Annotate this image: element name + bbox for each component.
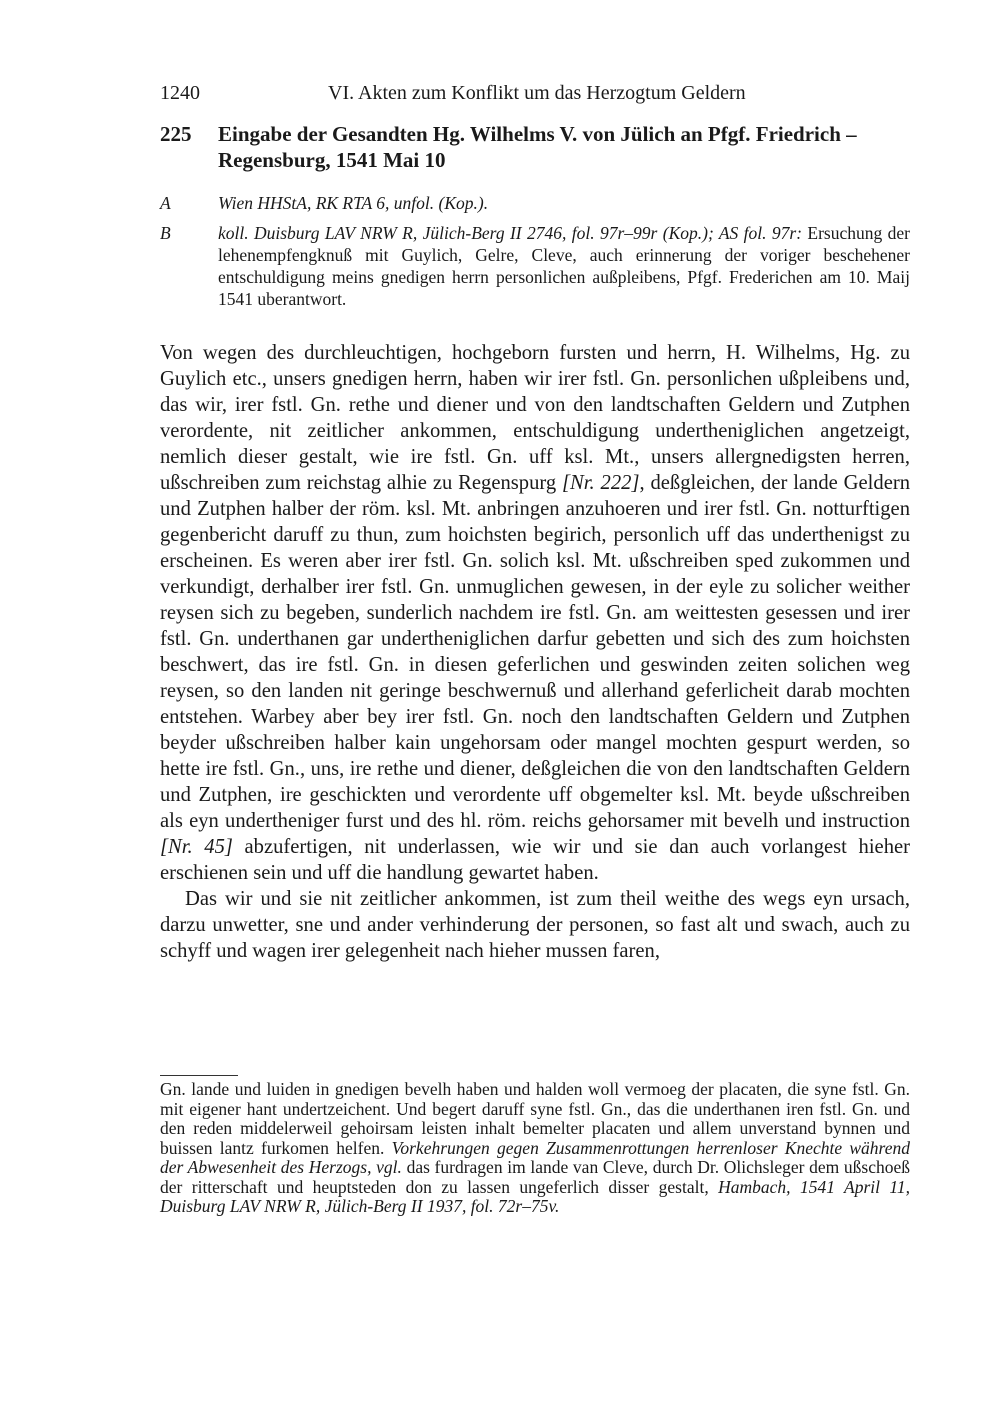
text-run: abzufertigen, nit underlassen, wie wir und sie dan auch vorlangest hieher erschienen sein und uff die handlung gewartet haben. (160, 836, 910, 884)
source-citation: koll. Duisburg LAV NRW R, Jülich-Berg II 2746, fol. 97r–99r (Kop.); AS fol. 97r: (218, 223, 803, 243)
cross-reference: [Nr. 222] (562, 472, 640, 494)
footnote-text: Gn. lande und luiden in gnedigen bevelh haben und halden woll vermoeg der placaten, die syne fstl. Gn. mit eigener hant undertzeichent. Und begert daruff syne fstl. Gn., das die underthanen iren fstl. Gn. und den reden middelerweil gehoirsam leisten inhalt bemelter placaten und allem unverstand bynnen und buissen lantz furkomen helfen. (160, 1079, 910, 1158)
source-entry (160, 192, 910, 214)
paragraph (160, 340, 910, 886)
source-siglum: B (160, 223, 171, 243)
source-list (160, 192, 910, 318)
footnote-divider (160, 1075, 238, 1076)
document-heading (160, 121, 910, 173)
footnote-text: das furdragen im lande van Cleve, durch Dr. Olichsleger dem ußschoeß der ritterschaft und heuptsteden don zu lassen ungeferlich disser gestalt, (160, 1157, 910, 1197)
source-siglum: A (160, 193, 171, 213)
source-citation: Wien HHStA, RK RTA 6, unfol. (Kop.). (218, 193, 489, 213)
source-summary: Ersuchung der lehenempfengknuß mit Guylich, Gelre, Cleve, auch erinnerung der voriger beschehener entschuldigung meins gnedigen herrn personlichen außpleibens, Pfgf. Frederichen am 10. Maij 1541 uberantwort. (218, 223, 910, 309)
page-number: 1240 (160, 82, 200, 104)
cross-reference: [Nr. 45] (160, 836, 233, 858)
document-title: Eingabe der Gesandten Hg. Wilhelms V. von Jülich an Pfgf. Friedrich – Regensburg, 1541 Mai 10 (218, 122, 857, 172)
source-description (218, 222, 910, 310)
text-run: Von wegen des durchleuchtigen, hochgeborn fursten und herrn, H. Wilhelms, Hg. zu Guylich etc., unsers gnedigen herrn, haben wir irer fstl. Gn. personlichen ußpleibens und, das wir, irer fstl. Gn. rethe und diener und von den landtschaften Geldern und Zutphen verordente, nit zeitlicher ankommen, entschuldigung undertheniglichen angetzeigt, nemlich dieser gestalt, wie ire fstl. Gn. uff ksl. Mt., unsers allergnedigsten herren, ußschreiben zum reichstag alhie zu Regenspurg (160, 342, 910, 494)
paragraph: Das wir und sie nit zeitlicher ankommen, ist zum theil weithe des wegs eyn ursach, darzu unwetter, sne und ander verhinderung der personen, so fast alt und swach, auch zu schyff und wagen irer gelegenheit nach hieher mussen faren, (160, 888, 910, 962)
footnote (160, 1080, 910, 1217)
text-run: , deßgleichen, der lande Geldern und Zutphen halber der röm. ksl. Mt. anbringen anzuhoeren und irer fstl. Gn. notturftigen gegenbericht daruff zu thun, zum hoichsten begirich, personlich uff das underthenigst zu erscheinen. Es weren aber irer fstl. Gn. solich ksl. Mt. ußschreiben sped zukommen und verkundigt, derhalber irer fstl. Gn. unmuglichen gewesen, in der eyle zu solicher weither reysen sich zu begeben, sunderlich nachdem ire fstl. Gn. am weittesten gesessen und irer fstl. Gn. underthanen gar undertheniglichen darfur gebetten und sich des zum hoichsten beschwert, das ire fstl. Gn. in diesen geferlichen und geswinden zeiten solichen weg reysen, so den landen nit geringe beschwernuß und allerhand geferlicheit darab mochten entstehen. Warbey aber bey irer fstl. Gn. noch den landtschaften Geldern und Zutphen beyder ußschreiben halber kain ungehorsam oder mangel mochten gespurt werden, so hette ire fstl. Gn., uns, ire rethe und diener, deßgleichen die von den landtschaften Geldern und Zutphen, ire geschickten und verordente uff obgemelter ksl. Mt. beyde ußschreiben als eyn undertheniger furst und des hl. röm. reichs gehorsamer mit bevelh und instruction (160, 472, 910, 832)
footnote-citation: Hambach, 1541 April 11, Duisburg LAV NRW R, Jülich-Berg II 1937, fol. 72r–75v. (160, 1176, 911, 1216)
document-number: 225 (160, 122, 192, 146)
source-description (218, 192, 910, 214)
source-entry (160, 222, 910, 310)
footnote-italic: Vorkehrungen gegen Zusammenrottungen herrenloser Knechte während der Abwesenheit des Herzogs, vgl. (160, 1137, 910, 1177)
running-title: VI. Akten zum Konflikt um das Herzogtum Geldern (328, 82, 746, 104)
main-text (160, 340, 910, 964)
